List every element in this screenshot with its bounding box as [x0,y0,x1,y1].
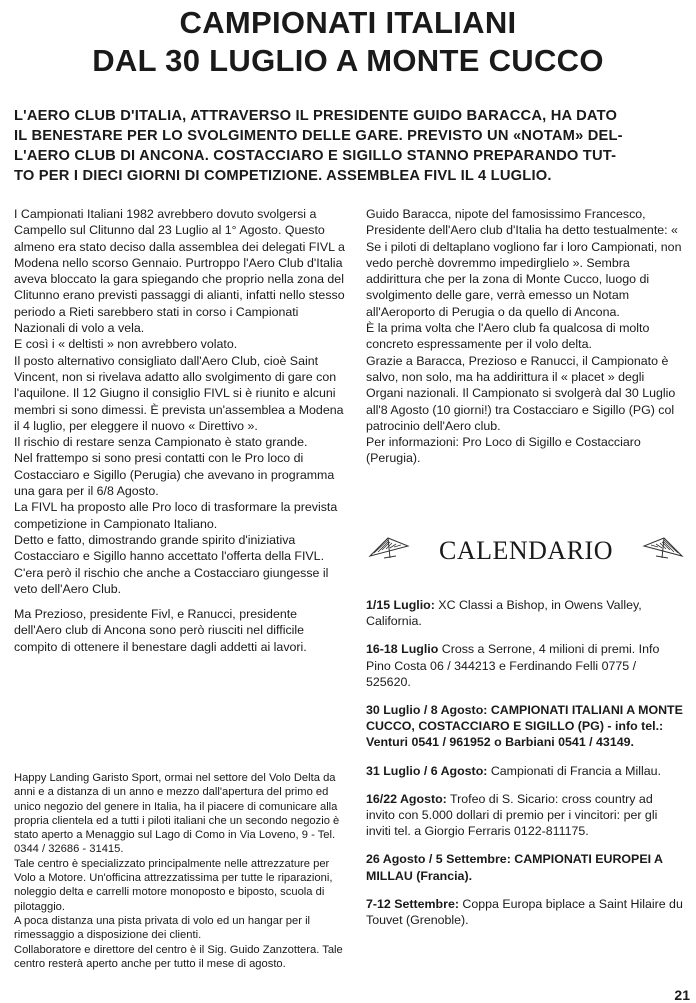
article-paragraph: La FIVL ha proposto alle Pro loco di trasformare la prevista competizione in Campionato Italiano. [14,500,338,531]
calendar-item [366,896,684,928]
calendar-text: Cross a Serrone, 4 milioni di premi. Info Pino Costa 06 / 344213 e Ferdinando Felli 0775 / 525620. [366,642,660,689]
calendar-item [366,597,684,629]
lead-paragraph [14,106,686,186]
article-paragraph: I Campionati Italiani 1982 avrebbero dovuto svolgersi a Campello sul Clitunno dal 23 Luglio al 1° Agosto. Questo almeno era stato deciso dalla assemblea dei delegati FIVL a Modena nello scorso Gennaio. Purtroppo l'Aero Club d'Italia aveva bloccato la gara spiegando che proprio nella zona del Clitunno erano previsti passaggi di alianti, infatti nello stesso periodo a Rieti sarebbero stati in corso i Campionati Nazionali di volo a vela. [14,207,345,336]
article-paragraph: Ma Prezioso, presidente Fivl, e Ranucci, presidente dell'Aero club di Ancona sono però riusciti nel difficile compito di ottenere il benestare dagli addetti ai lavori. [14,607,307,654]
lead-line-1: L'AERO CLUB D'ITALIA, ATTRAVERSO IL PRESIDENTE GUIDO BARACCA, HA DATO [14,108,618,124]
page-number: 21 [674,987,690,1003]
calendar-list [366,597,684,940]
hang-glider-icon [642,534,684,562]
article-paragraph: Nel frattempo si sono presi contatti con le Pro loco di Costacciaro e Sigillo (Perugia) che avevano in programma una gara per il 6/8 Agosto. [14,451,335,499]
article-paragraph: Per informazioni: Pro Loco di Sigillo e Costacciaro (Perugia). [366,435,641,466]
calendar-text: Campionati di Francia a Millau. [487,763,661,778]
calendar-date: 16-18 Luglio [366,642,439,657]
calendar-text: CAMPIONATI EUROPEI A MILLAU (Francia). [366,852,663,883]
calendar-title: CALENDARIO [439,536,613,565]
calendar-date: 1/15 Luglio: [366,598,435,612]
title-line-2: DAL 30 LUGLIO A MONTE CUCCO [92,43,604,78]
calendar-item [366,791,684,840]
page-title [0,4,696,80]
notice-paragraph: Collaboratore e direttore del centro è il Sig. Guido Zanzottera. Tale centro resterà aperto anche per tutto il mese di agosto. [14,943,343,970]
article-paragraph: E così i « deltisti » non avrebbero volato. [14,337,238,352]
title-line-1: CAMPIONATI ITALIANI [179,5,517,40]
calendar-date: 30 Luglio / 8 Agosto: [366,703,488,718]
notice-paragraph: A poca distanza una pista privata di volo ed un hangar per il rimessaggio a disposizione dei clienti. [14,914,311,942]
notice-paragraph: Tale centro è specializzato principalmente nelle attrezzature per Volo a Motore. Un'officina attrezzatissima per tutte le riparazioni, noleggio delta e carrelli motore monoposto e biposto, scuola di pilotaggio. [14,857,333,913]
article-paragraph: Grazie a Baracca, Prezioso e Ranucci, il Campionato è salvo, non solo, ma ha addirittura il « placet » degli Organi nazionali. Il Campionato si svolgerà dal 30 Luglio all'8 Agosto (10 giorni!) tra Costacciaro e Sigillo (PG) col patrocinio dell'Aero club. [366,353,676,433]
shop-notice [14,771,346,971]
lead-line-3: L'AERO CLUB DI ANCONA. COSTACCIARO E SIGILLO STANNO PREPARANDO TUT- [14,148,617,164]
calendar-item [366,641,684,690]
calendar-date: 16/22 Agosto: [366,791,447,806]
article-left-column [14,206,346,655]
article-paragraph: Detto e fatto, dimostrando grande spirito d'iniziativa Costacciaro e Sigillo hanno accettato l'offerta della FIVL. [14,532,325,564]
calendar-header [366,530,684,570]
calendar-date: 7-12 Settembre: [366,896,459,911]
article-paragraph: Il rischio di restare senza Campionato è stato grande. [14,435,308,450]
lead-line-2: IL BENESTARE PER LO SVOLGIMENTO DELLE GARE. PREVISTO UN «NOTAM» DEL- [14,128,623,144]
calendar-text: CAMPIONATI ITALIANI A MONTE CUCCO, COSTACCIARO E SIGILLO (PG) - info tel.: Venturi 0541 / 961952 o Barbiani 0541 / 43149. [366,703,683,750]
calendar-item [366,763,684,779]
calendar-text: Trofeo di S. Sicario: cross country ad invito con 5.000 dollari di premio per i vincitori: per gli inviti tel. a Giorgio Ferraris 0122-811175. [366,791,658,839]
calendar-item [366,851,684,883]
article-paragraph: È la prima volta che l'Aero club fa qualcosa di molto concreto espressamente per il volo delta. [366,321,650,352]
calendar-date: 31 Luglio / 6 Agosto: [366,763,488,778]
notice-paragraph: Happy Landing Garisto Sport, ormai nel settore del Volo Delta da anni e a distanza di un anno e mezzo dall'apertura del primo ed unico negozio del genere in Italia, ha il piacere di comunicare alla propria clientela ed a tutti i piloti italiani che un secondo negozio è stato aperto a Menaggio sul Lago di Como in Via Loveno, 9 - Tel. 0344 / 32686 - 31415. [14,772,340,856]
calendar-item [366,702,684,751]
calendar-date: 26 Agosto / 5 Settembre: [366,852,511,867]
hang-glider-icon [368,534,410,562]
article-paragraph: C'era però il rischio che anche a Costacciaro giungesse il veto dell'Aero Club. [14,565,329,596]
lead-line-4: TO PER I DIECI GIORNI DI COMPETIZIONE. ASSEMBLEA FIVL IL 4 LUGLIO. [14,168,552,184]
calendar-text: Coppa Europa biplace a Saint Hilaire du Touvet (Grenoble). [366,896,683,928]
article-paragraph: Guido Baracca, nipote del famosissimo Francesco, Presidente dell'Aero club d'Italia ha detto testualmente: « Se i piloti di deltaplano vogliono far i loro Campionati, non vedo perchè dovremmo impedirglielo ». Sembra addirittura che per la zona di Monte Cucco, luogo di svolgimento delle gare, verrà emesso un Notam all'Aeroporto di Perugia o da quello di Ancona. [366,207,682,319]
article-right-column [366,206,684,467]
article-paragraph: Il posto alternativo consigliato dall'Aero Club, cioè Saint Vincent, non si rivelava adatto allo svolgimento di gare con l'aquilone. Il 12 Giugno il consiglio FIVL si è riunito e alcuni membri si sono dimessi. È prevista un'assemblea a Modena il 4 luglio, per eleggere il nuovo « Direttivo ». [14,353,344,433]
calendar-text: XC Classi a Bishop, in Owens Valley, California. [366,598,642,629]
